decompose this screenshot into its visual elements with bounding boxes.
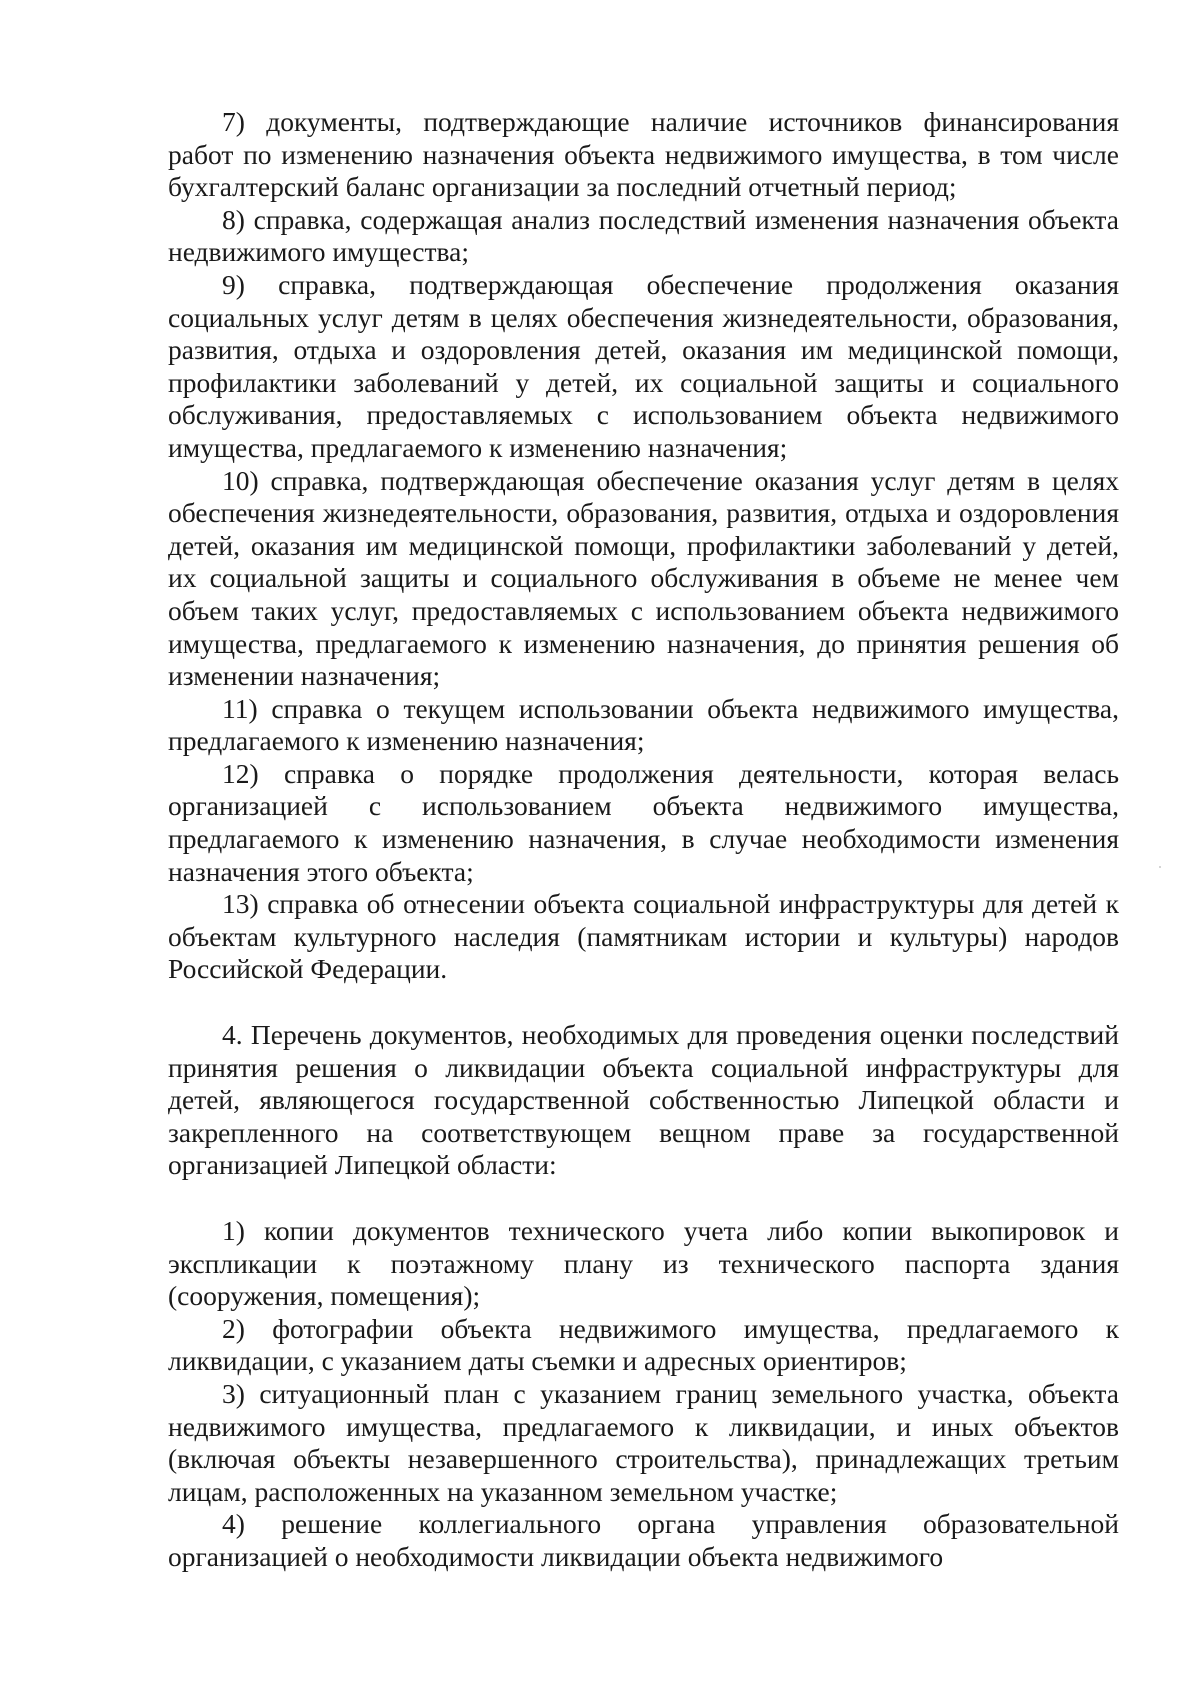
section-4-item-2: 2) фотографии объекта недвижимого имущества, предлагаемого к ликвидации, с указанием даты съемки и адресных ориентиров; <box>168 1312 1119 1377</box>
section-4-heading: 4. Перечень документов, необходимых для проведения оценки последствий принятия решения о ликвидации объекта социальной инфраструктуры для детей, являющегося государственной собственностью Липецкой области и закрепленного на соответствующем вещном праве за государственной организацией Липецкой области: <box>168 1019 1119 1181</box>
list-item-7: 7) документы, подтверждающие наличие источников финансирования работ по изменению назначения объекта недвижимого имущества, в том числе бухгалтерский баланс организации за последний отчетный период; <box>168 106 1119 203</box>
list-item-13: 13) справка об отнесении объекта социальной инфраструктуры для детей к объектам культурного наследия (памятникам истории и культуры) народов Российской Федерации. <box>168 888 1119 985</box>
section-4-item-1: 1) копии документов технического учета либо копии выкопировок и экспликации к поэтажному плану из технического паспорта здания (сооружения, помещения); <box>168 1215 1119 1312</box>
list-item-12: 12) справка о порядке продолжения деятельности, которая велась организацией с использованием объекта недвижимого имущества, предлагаемого к изменению назначения, в случае необходимости изменения назначения этого объекта; <box>168 757 1119 887</box>
section-4-item-3: 3) ситуационный план с указанием границ земельного участка, объекта недвижимого имущества, предлагаемого к ликвидации, и иных объектов (включая объекты незавершенного строительства), принадлежащих третьим лицам, расположенных на указанном земельном участке; <box>168 1377 1119 1507</box>
list-item-8: 8) справка, содержащая анализ последствий изменения назначения объекта недвижимого имущества; <box>168 203 1119 268</box>
list-item-9: 9) справка, подтверждающая обеспечение продолжения оказания социальных услуг детям в целях обеспечения жизнедеятельности, образования, развития, отдыха и оздоровления детей, оказания им медицинской помощи, профилактики заболеваний у детей, их социальной защиты и социального обслуживания, предоставляемых с использованием объекта недвижимого имущества, предлагаемого к изменению назначения; <box>168 268 1119 463</box>
list-item-10: 10) справка, подтверждающая обеспечение оказания услуг детям в целях обеспечения жизнедеятельности, образования, развития, отдыха и оздоровления детей, оказания им медицинской помощи, профилактики заболеваний у детей, их социальной защиты и социального обслуживания в объеме не менее чем объем таких услуг, предоставляемых с использованием объекта недвижимого имущества, предлагаемого к изменению назначения, до принятия решения об изменении назначения; <box>168 464 1119 692</box>
list-item-11: 11) справка о текущем использовании объекта недвижимого имущества, предлагаемого к изменению назначения; <box>168 692 1119 757</box>
scan-speck <box>1159 866 1161 868</box>
section-4-item-4: 4) решение коллегиального органа управления образовательной организацией о необходимости ликвидации объекта недвижимого <box>168 1508 1119 1572</box>
document-page <box>168 106 1119 1574</box>
